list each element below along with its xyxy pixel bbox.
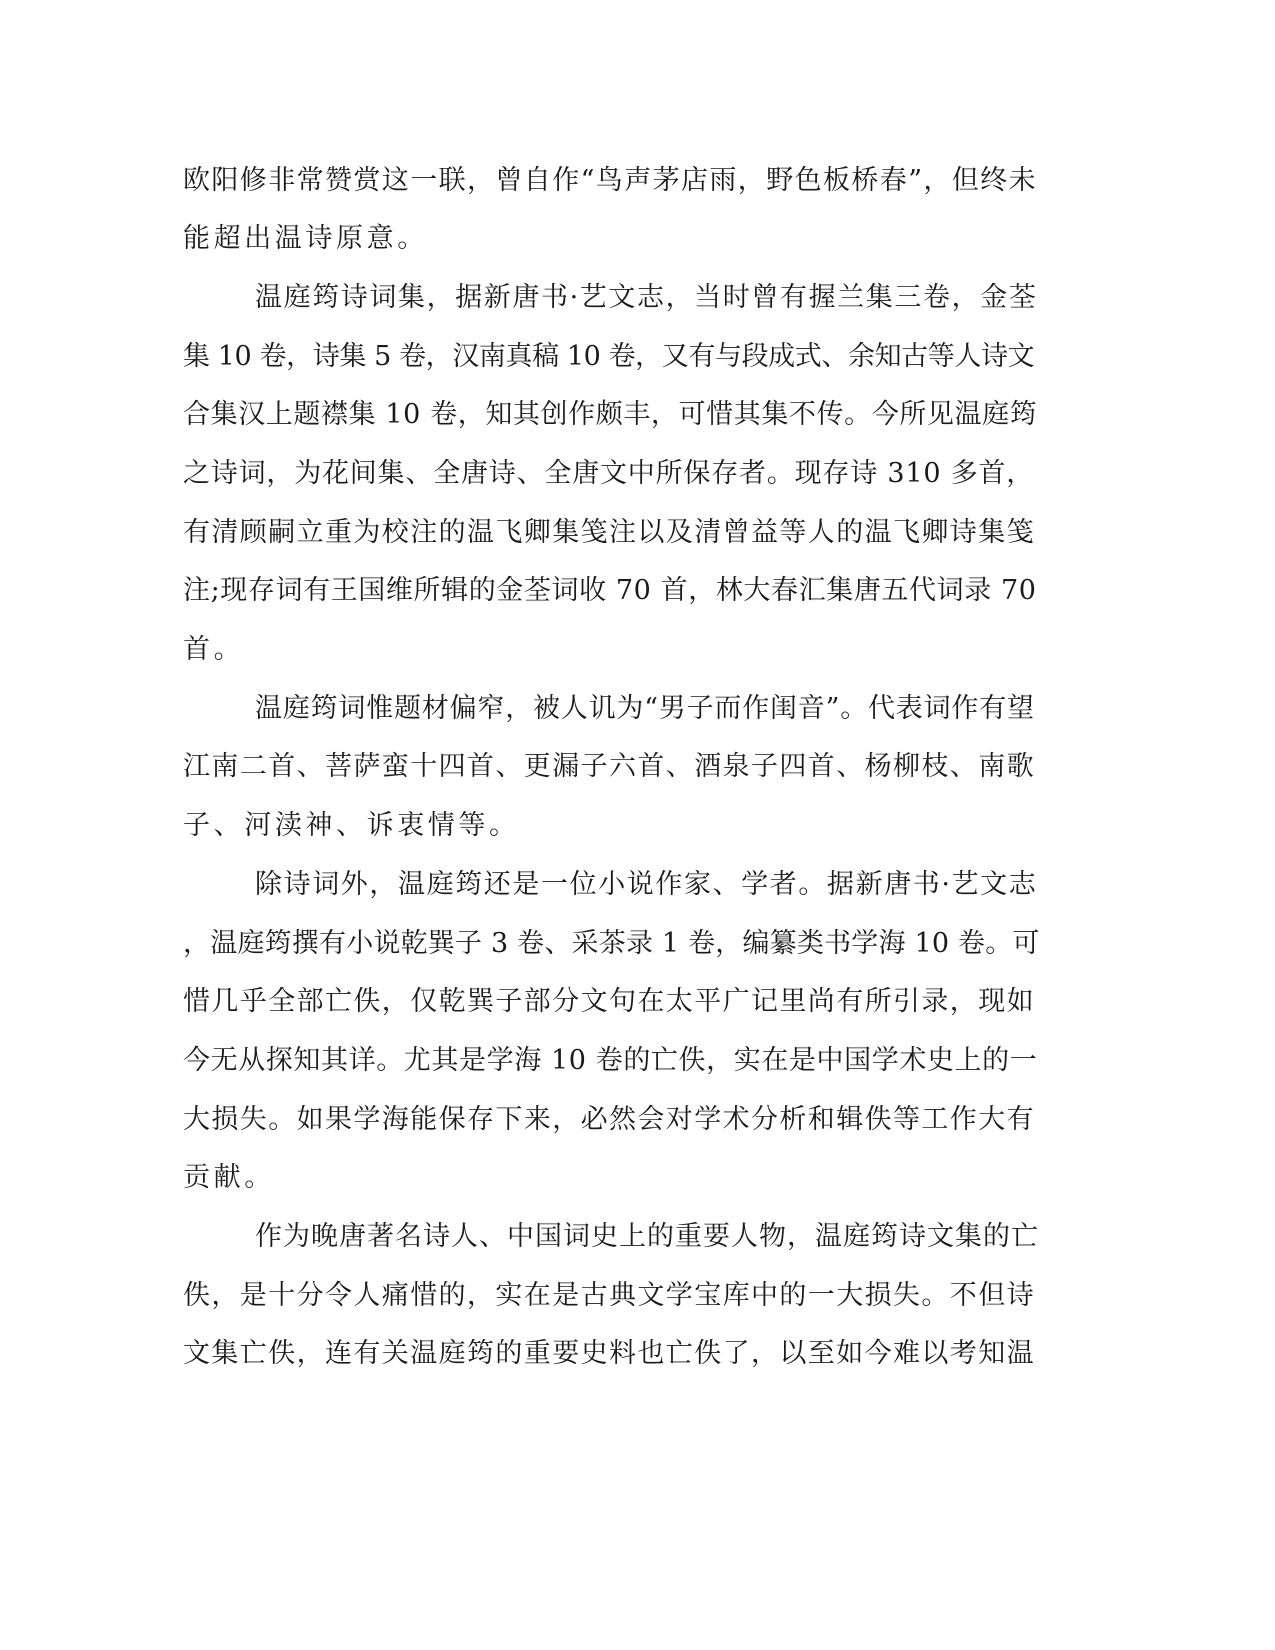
text-line: 今无从探知其详。尤其是学海 10 卷的亡佚，实在是中国学术史上的一 [183, 1045, 1038, 1076]
paragraph-start-line: 温庭筠诗词集，据新唐书·艺文志，当时曾有握兰集三卷，金荃 [255, 282, 1038, 313]
text-line: 欧阳修非常赞赏这一联，曾自作“鸟声茅店雨，野色板桥春”，但终未 [183, 165, 1038, 196]
text-line: 首。 [183, 634, 245, 665]
text-line: 文集亡佚，连有关温庭筠的重要史料也亡佚了，以至如今难以考知温 [183, 1338, 1035, 1369]
text-line: 惜几乎全部亡佚，仅乾巽子部分文句在太平广记里尚有所引录，现如 [183, 986, 1035, 1017]
text-line: 注;现存词有王国维所辑的金荃词收 70 首，林大春汇集唐五代词录 70 [183, 575, 1037, 606]
text-line: 合集汉上题襟集 10 卷，知其创作颇丰，可惜其集不传。今所见温庭筠 [183, 399, 1038, 430]
paragraph-start-line: 温庭筠词惟题材偏窄，被人讥为“男子而作闺音”。代表词作有望 [255, 693, 1035, 724]
paragraph-start-line: 作为晚唐著名诗人、中国词史上的重要人物，温庭筠诗文集的亡 [255, 1221, 1039, 1252]
text-line: 贡献。 [183, 1162, 275, 1193]
paragraph-start-line: 除诗词外，温庭筠还是一位小说作家、学者。据新唐书·艺文志 [255, 869, 1038, 900]
text-line: 佚，是十分令人痛惜的，实在是古典文学宝库中的一大损失。不但诗 [183, 1280, 1035, 1311]
text-line: 之诗词，为花间集、全唐诗、全唐文中所保存者。现存诗 310 多首， [183, 458, 1035, 489]
text-line: 能超出温诗原意。 [183, 223, 428, 254]
text-line: 集 10 卷，诗集 5 卷，汉南真稿 10 卷，又有与段成式、余知古等人诗文 [183, 341, 1035, 372]
text-line: 有清顾嗣立重为校注的温飞卿集笺注以及清曾益等人的温飞卿诗集笺 [183, 517, 1035, 548]
text-line: 子、河渎神、诉衷情等。 [183, 810, 520, 841]
text-line: 大损失。如果学海能保存下来，必然会对学术分析和辑佚等工作大有 [183, 1104, 1035, 1135]
text-line: ，温庭筠撰有小说乾巽子 3 卷、采茶录 1 卷，编纂类书学海 10 卷。可 [183, 928, 1040, 959]
text-line: 江南二首、菩萨蛮十四首、更漏子六首、酒泉子四首、杨柳枝、南歌 [183, 751, 1035, 782]
